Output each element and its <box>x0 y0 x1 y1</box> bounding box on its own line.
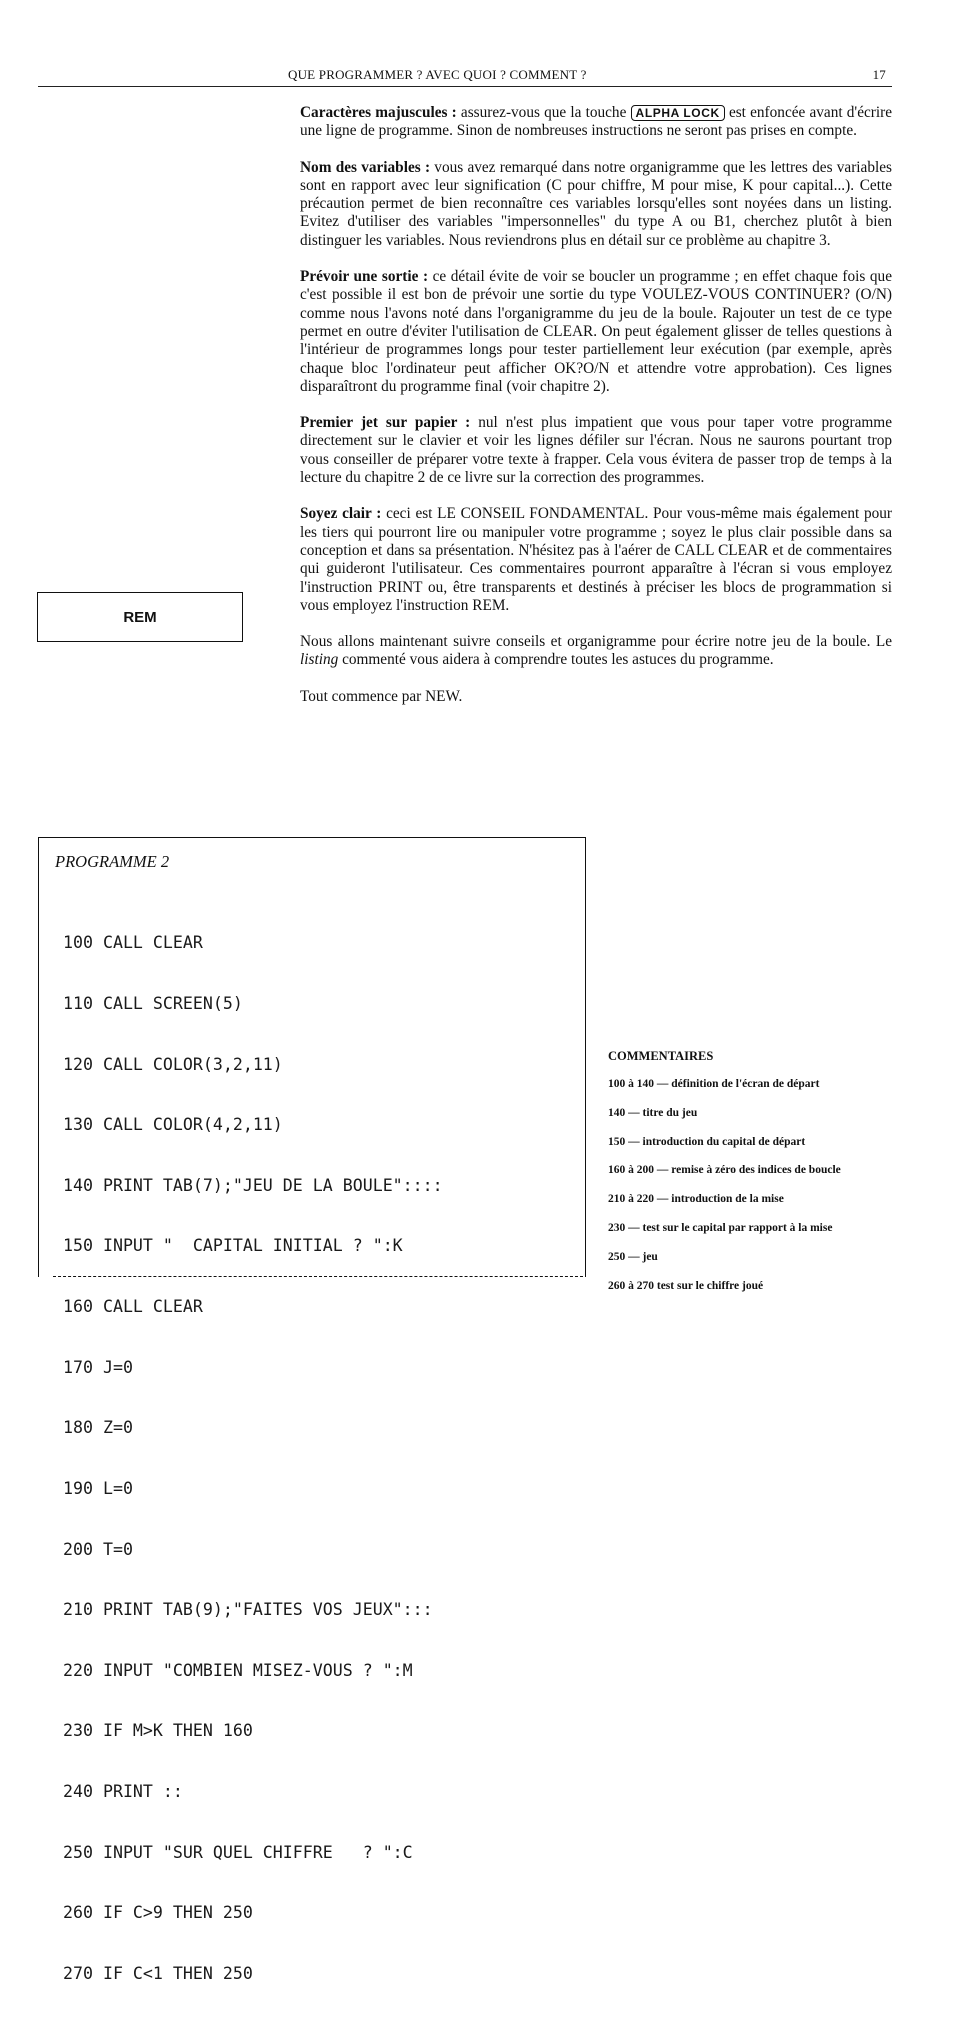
page-number: 17 <box>872 67 886 82</box>
paragraph-first-draft <box>300 414 892 487</box>
comment-item: 260 à 270 test sur le chiffre joué <box>608 1279 764 1292</box>
code-line: 110 CALL SCREEN(5) <box>63 994 243 1014</box>
paragraph-uppercase <box>300 104 892 141</box>
code-line: 210 PRINT TAB(9);"FAITES VOS JEUX"::: <box>63 1600 433 1620</box>
paragraph-text: commenté vous aidera à comprendre toutes les astuces du programme. <box>338 651 774 669</box>
comments-column <box>608 1049 898 1308</box>
listing-word: listing <box>300 651 339 669</box>
alpha-lock-key: ALPHA LOCK <box>631 105 725 121</box>
comment-item: 150 — introduction du capital de départ <box>608 1135 806 1148</box>
paragraph-text: vous avez remarqué dans notre organigramme que les lettres des variables sont en rapport avec leur signification (C pour chiffre, M pour mise, K pour capital...). Cette précaution permet de bien reconnaître ces variables lorsqu'elles sont noyées dans un listing. Evitez d'utiliser des variables "impersonnelles" du type A ou B1, cherchez plutôt à bien distinguer les variables. Nous reviendrons plus en détail sur ce problème au chapitre 3. <box>300 158 892 249</box>
paragraph-variables <box>300 159 892 250</box>
paragraph-text: est enfoncée avant d'écrire une ligne de programme. Sinon de nombreuses instructions ne seront pas prises en compte. <box>300 104 892 140</box>
code-line: 150 INPUT " CAPITAL INITIAL ? ":K <box>63 1236 403 1256</box>
paragraph-text: assurez-vous que la touche <box>456 104 631 121</box>
comment-item: 160 à 200 — remise à zéro des indices de boucle <box>608 1164 841 1177</box>
code-line: 120 CALL COLOR(3,2,11) <box>63 1054 283 1074</box>
code-line: 190 L=0 <box>63 1478 133 1498</box>
code-line: 260 IF C>9 THEN 250 <box>63 1903 253 1923</box>
code-line: 220 INPUT "COMBIEN MISEZ-VOUS ? ":M <box>63 1660 413 1680</box>
paragraph-new: Tout commence par NEW. <box>300 687 463 705</box>
code-line: 140 PRINT TAB(7);"JEU DE LA BOULE":::: <box>63 1175 443 1195</box>
comment-item: 100 à 140 — définition de l'écran de départ <box>608 1078 820 1090</box>
program-listing-box <box>38 837 586 1983</box>
main-text <box>300 104 892 724</box>
code-line: 240 PRINT :: <box>63 1781 183 1801</box>
program-listing <box>63 893 443 2024</box>
running-header <box>38 64 892 87</box>
paragraph-follow <box>300 633 892 670</box>
code-line: 100 CALL CLEAR <box>63 933 203 953</box>
code-line: 270 IF C<1 THEN 250 <box>63 1963 253 1983</box>
rem-label: REM <box>123 608 157 626</box>
code-line: 180 Z=0 <box>63 1418 133 1438</box>
paragraph-text: Nous allons maintenant suivre conseils et organigramme pour écrire notre jeu de la boule. Le <box>300 633 892 651</box>
paragraph-heading: Nom des variables : <box>300 158 431 176</box>
comment-item: 210 à 220 — introduction de la mise <box>608 1193 784 1206</box>
paragraph-text: nul n'est plus impatient que vous pour taper votre programme directement sur le clavier et voir les lignes défiler sur l'écran. Nous ne saurons pourtant trop vous conseiller de préparer votre texte à frapper. Cela vous évitera de passer trop de temps à la lecture du chapitre 2 de ce livre sur la correction des programmes. <box>300 414 892 487</box>
comment-item: 140 — titre du jeu <box>608 1106 698 1119</box>
code-line: 200 T=0 <box>63 1539 133 1559</box>
continuation-dashes <box>53 1276 583 1277</box>
paragraph-heading: Premier jet sur papier : <box>300 414 471 432</box>
paragraph-exit <box>300 268 892 396</box>
paragraph-text: ceci est LE CONSEIL FONDAMENTAL. Pour vous-même mais également pour les tiers qui pourront lire ou manipuler votre programme ; soyez le plus clair possible dans sa conception et dans sa présentation. N'hésitez pas à l'aérer de CALL CLEAR et de commentaires qui guideront l'utilisateur. Ces commentaires pourront apparaître à l'écran si vous employez l'instruction PRINT ou, être transparents et destinés à préciser les blocs de programmation si vous employez l'instruction REM. <box>300 505 892 614</box>
code-line: 170 J=0 <box>63 1357 133 1377</box>
paragraph-heading: Prévoir une sortie : <box>300 268 429 286</box>
code-line: 160 CALL CLEAR <box>63 1297 203 1317</box>
comment-item: 250 — jeu <box>608 1250 658 1263</box>
rem-box <box>37 592 243 642</box>
header-title: QUE PROGRAMMER ? AVEC QUOI ? COMMENT ? <box>288 67 587 82</box>
code-line: 130 CALL COLOR(4,2,11) <box>63 1115 283 1135</box>
code-line: 250 INPUT "SUR QUEL CHIFFRE ? ":C <box>63 1842 413 1862</box>
paragraph-heading: Caractères majuscules : <box>300 104 457 121</box>
comment-item: 230 — test sur le capital par rapport à la mise <box>608 1221 833 1234</box>
code-line: 230 IF M>K THEN 160 <box>63 1721 253 1741</box>
program-title: PROGRAMME 2 <box>55 852 170 871</box>
paragraph-text: ce détail évite de voir se boucler un programme ; en effet chaque fois que c'est possible il est bon de prévoir une sortie du type VOULEZ-VOUS CONTINUER? (O/N) comme nous l'avons noté dans l'organigramme du jeu de la boule. Rajouter un test de ce type permet en outre d'éviter l'utilisation de CLEAR. On peut également glisser de telles questions à l'intérieur de programmes longs pour tester partiellement leur exécution (par exemple, après chaque bloc l'ordinateur peut afficher OK?O/N et attendre votre approbation). Ces lignes disparaîtront du programme final (voir chapitre 2). <box>300 268 892 395</box>
paragraph-be-clear <box>300 505 892 615</box>
comments-title: COMMENTAIRES <box>608 1049 714 1063</box>
paragraph-heading: Soyez clair : <box>300 505 382 523</box>
